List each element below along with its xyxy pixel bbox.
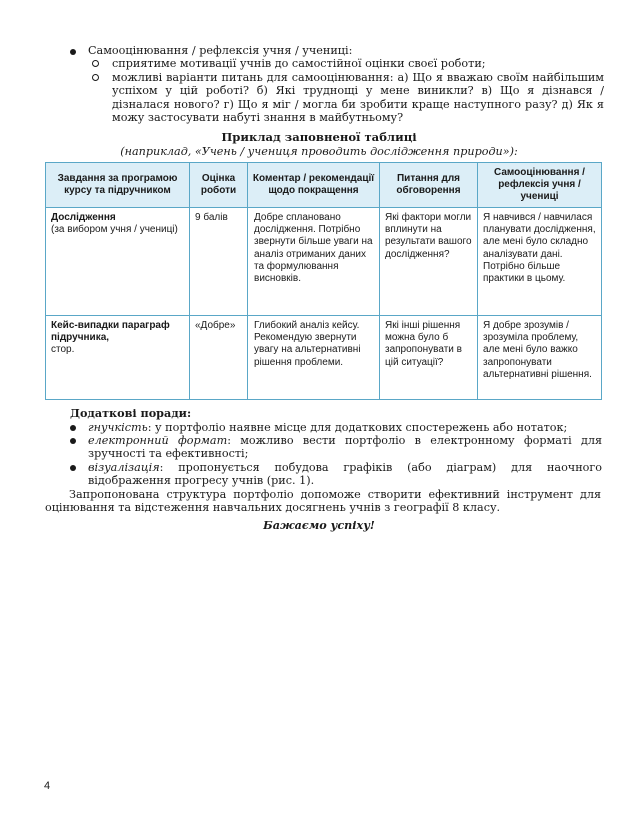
table-header-row bbox=[46, 163, 602, 208]
cell-reflection: Я навчився / навчилася планувати дослідження, але мені було складно аналізувати дані. Потрібно більше практики в цьому. bbox=[478, 208, 602, 316]
cell-question: Які інші рішення можна було б запропонувати в цій ситуації? bbox=[380, 316, 478, 400]
task-title: Кейс-випадки параграф підручника, bbox=[51, 320, 170, 344]
header-reflection: Самооцінювання / рефлексія учня / учениці bbox=[478, 163, 602, 208]
header-task: Завдання за програмою курсу та підручником bbox=[46, 163, 190, 208]
cell-task bbox=[46, 208, 190, 316]
tip-term: гнучкість bbox=[88, 421, 148, 434]
header-question: Питання для обговорення bbox=[380, 163, 478, 208]
cell-task bbox=[46, 316, 190, 400]
table-row bbox=[46, 208, 602, 316]
tips-heading: Додаткові поради: bbox=[70, 406, 192, 420]
document-page: Самооцінювання / рефлексія учня / учениці: сприятиме мотивації учнів до самостійної оцінки своєї роботи; можливі варіанти питань для самооцінювання: а) Що я вважаю своїм найбільшим успіхом у цій роботі? б) Які труднощі у мене виникли? в) Що я дізнався / дізналася нового? г) Що я міг / могла би зробити краще наступного разу? д) Як я можу застосувати набуті знання в майбутньому? Приклад заповненої таблиці (наприклад, «Учень / учениця проводить дослідження природи»): Завдання за програмою курсу та підручником Оцінка роботи Коментар / рекомендації щодо покращення Питання для обговорення Самооцінювання / рефлексія учня / учениці Дослідження (за вибором учня / учениці) 9 балів Добре сплановано дослідження. Потрібно звернути більше уваги на аналіз отриманих даних та формулювання висновків. Які фактори могли вплинути на результати вашого дослідження? Я навчився / навчилася планувати дослідження, але мені було складно аналізувати дані. Потрібно більше практики в цьому. Кейс-випадки параграф підручника, стор. «Добре» Глибокий аналіз кейсу. Рекомендую звернути увагу на альтернативні рішення проблеми. Які інші рішення можна було б запропонувати в цій ситуації? Я добре зрозумів / зрозуміла проблему, але мені було важко запропонувати альтернативні рішення. Додаткові поради: гнучкість: у портфоліо наявне місце для додаткових спостережень або нотаток; електронний формат: можливо вести портфоліо в електронному форматі для зручності та ефективності; візуалізація: пропонується побудова графіків (або діаграм) для наочного відображення прогресу учнів (рис. 1). Запропонована структура портфоліо допоможе створити ефективний інструмент для оцінювання та відстеження навчальних досягнень учнів з географії 8 класу. Бажаємо успіху! 4 bbox=[0, 0, 638, 833]
cell-grade: 9 балів bbox=[190, 208, 248, 316]
tip-term: візуалізація bbox=[88, 461, 160, 474]
header-comment: Коментар / рекомендації щодо покращення bbox=[248, 163, 380, 208]
cell-question: Які фактори могли вплинути на результати вашого дослідження? bbox=[380, 208, 478, 316]
circle-bullet-icon bbox=[92, 60, 99, 67]
table-row bbox=[46, 316, 602, 400]
bullet-icon bbox=[70, 425, 76, 431]
header-grade: Оцінка роботи bbox=[190, 163, 248, 208]
cell-grade: «Добре» bbox=[190, 316, 248, 400]
cell-comment: Добре сплановано дослідження. Потрібно звернути більше уваги на аналіз отриманих даних та формулювання висновків. bbox=[248, 208, 380, 316]
example-title: Приклад заповненої таблиці bbox=[221, 130, 417, 144]
tip-text: : у портфоліо наявне місце для додаткових спостережень або нотаток; bbox=[147, 421, 568, 434]
page-number: 4 bbox=[44, 780, 51, 792]
closing-wish: Бажаємо успіху! bbox=[263, 518, 375, 532]
self-assessment-heading: Самооцінювання / рефлексія учня / учениці: bbox=[88, 44, 353, 57]
bullet-icon bbox=[70, 465, 76, 471]
bullet-icon bbox=[70, 49, 76, 55]
bullet-icon bbox=[70, 438, 76, 444]
tip-text: : пропонується побудова графіків (або діаграм) для наочного відображення прогресу учнів (рис. 1). bbox=[88, 461, 602, 488]
tip-term: електронний формат bbox=[88, 434, 228, 447]
tip-text: : можливо вести портфоліо в електронному форматі для зручності та ефективності; bbox=[88, 434, 602, 461]
example-table bbox=[45, 162, 602, 400]
task-note: стор. bbox=[51, 344, 75, 356]
cell-reflection: Я добре зрозумів / зрозуміла проблему, але мені було важко запропонувати альтернативні рішення. bbox=[478, 316, 602, 400]
task-title: Дослідження bbox=[51, 212, 116, 223]
circle-bullet-icon bbox=[92, 74, 99, 81]
cell-comment: Глибокий аналіз кейсу. Рекомендую звернути увагу на альтернативні рішення проблеми. bbox=[248, 316, 380, 400]
conclusion-paragraph: Запропонована структура портфоліо допоможе створити ефективний інструмент для оцінювання та відстеження навчальних досягнень учнів з географії 8 класу. bbox=[45, 488, 601, 515]
task-note: (за вибором учня / учениці) bbox=[51, 224, 178, 236]
example-subtitle: (наприклад, «Учень / учениця проводить дослідження природи»): bbox=[120, 145, 518, 158]
